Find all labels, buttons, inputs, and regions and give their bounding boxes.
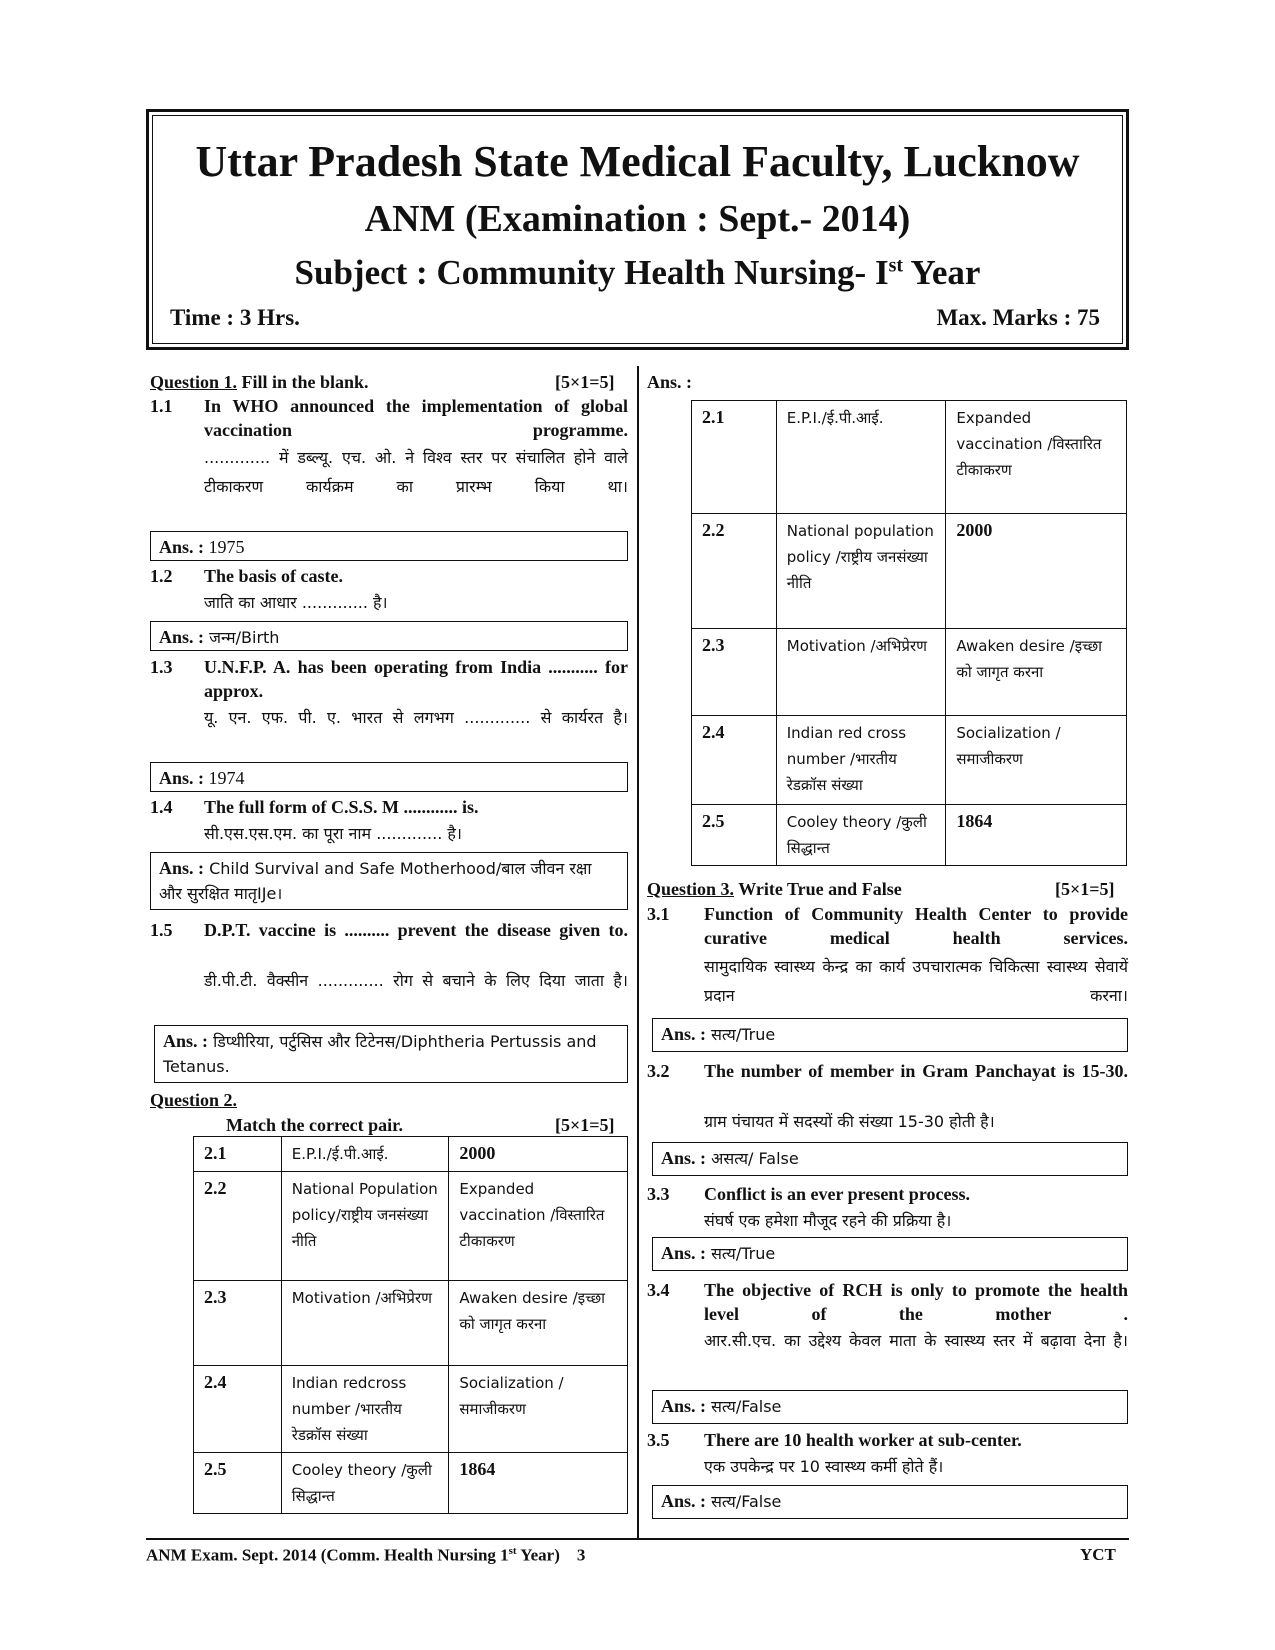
table-cell: 2.4 — [692, 716, 777, 805]
subject-title: Subject : Community Health Nursing- Ist Year — [294, 253, 981, 292]
question-text: Conflict is an ever present process. — [704, 1184, 970, 1204]
table-row — [194, 1366, 628, 1453]
question-number: 3.4 — [647, 1280, 670, 1300]
question-number: 3.1 — [647, 904, 670, 924]
question-text-hindi: ग्राम पंचायत में सदस्यों की संख्या 15-30 होती है। — [704, 1112, 995, 1131]
table-cell: Indian red cross number /भारतीय रेडक्रॉस संख्या — [776, 716, 946, 805]
footer-rule — [146, 1538, 1129, 1540]
question-text-hindi: संघर्ष एक हमेशा मौजूद रहने की प्रक्रिया है। — [704, 1211, 952, 1230]
q2-subtitle: Match the correct pair. — [226, 1115, 403, 1135]
table-row — [692, 401, 1127, 514]
table-cell: Socialization /समाजीकरण — [946, 716, 1127, 805]
publisher-mark: YCT — [1080, 1545, 1116, 1564]
answer-box: Ans. : सत्य/True — [652, 1018, 1128, 1052]
q2-marks: [5×1=5] — [555, 1115, 615, 1135]
table-cell: National population policy /राष्ट्रीय जनसंख्या नीति — [776, 514, 946, 629]
question-text: The number of member in Gram Panchayat is 15-30. — [704, 1061, 1128, 1081]
question-text: The basis of caste. — [204, 566, 343, 586]
answer-box: Ans. : असत्य/ False — [652, 1142, 1128, 1176]
q1-marks: [5×1=5] — [555, 372, 615, 392]
footer-text: ANM Exam. Sept. 2014 (Comm. Health Nursing 1st Year) 3 — [146, 1545, 586, 1565]
question-number: 1.2 — [150, 566, 173, 586]
question-number: 3.2 — [647, 1061, 670, 1081]
answer-box: Ans. : सत्य/False — [652, 1390, 1128, 1424]
question-text: The full form of C.S.S. M ............ is. — [204, 797, 479, 817]
table-cell: 2.1 — [194, 1137, 282, 1172]
table-cell: Motivation /अभिप्रेरण — [281, 1281, 449, 1366]
table-row — [194, 1453, 628, 1514]
q2-heading: Question 2. — [150, 1090, 238, 1110]
question-number: 3.3 — [647, 1184, 670, 1204]
table-cell: 2000 — [449, 1137, 628, 1172]
table-cell: Expanded vaccination /विस्तारित टीकाकरण — [449, 1172, 628, 1281]
page-title: Uttar Pradesh State Medical Faculty, Lucknow — [195, 137, 1080, 186]
answer-box: Ans. : जन्म/Birth — [150, 621, 628, 651]
table-cell: 2.2 — [692, 514, 777, 629]
table-row — [194, 1137, 628, 1172]
table-cell: 2.5 — [692, 805, 777, 866]
table-cell: 1864 — [946, 805, 1127, 866]
exam-time: Time : 3 Hrs. — [170, 305, 300, 330]
table-row — [692, 629, 1127, 716]
table-cell: Socialization /समाजीकरण — [449, 1366, 628, 1453]
question-text-hindi: आर.सी.एच. का उद्देश्य केवल माता के स्वास्थ्य स्तर में बढ़ावा देना है। — [704, 1331, 1128, 1350]
question-text-hindi: सामुदायिक स्वास्थ्य केन्द्र का कार्य उपचारात्मक चिकित्सा स्वास्थ्य सेवायें प्रदान करना। — [704, 957, 1128, 1005]
question-text-hindi: जाति का आधार ............. है। — [204, 593, 388, 612]
table-row — [692, 716, 1127, 805]
table-cell: Awaken desire /इच्छा को जागृत करना — [449, 1281, 628, 1366]
table-cell: 2.3 — [692, 629, 777, 716]
question-number: 1.3 — [150, 657, 173, 677]
table-cell: Cooley theory /कुली सिद्धान्त — [281, 1453, 449, 1514]
question-text-hindi: एक उपकेन्द्र पर 10 स्वास्थ्य कर्मी होते हैं। — [704, 1457, 944, 1476]
answer-box: Ans. : सत्य/True — [652, 1237, 1128, 1271]
page-number: 3 — [576, 1545, 586, 1565]
table-cell: E.P.I./ई.पी.आई. — [281, 1137, 449, 1172]
question-text: Function of Community Health Center to provide curative medical health services. — [704, 904, 1128, 948]
answer-box: Ans. : 1975 — [150, 531, 628, 561]
table-row — [692, 805, 1127, 866]
match-answer-table — [691, 400, 1127, 866]
question-number: 1.4 — [150, 797, 173, 817]
table-cell: Awaken desire /इच्छा को जागृत करना — [946, 629, 1127, 716]
table-cell: 2.5 — [194, 1453, 282, 1514]
q3-heading: Question 3. Write True and False — [647, 879, 902, 899]
match-table — [193, 1136, 628, 1514]
question-number: 1.1 — [150, 396, 173, 416]
question-text-hindi: यू. एन. एफ. पी. ए. भारत से लगभग ............. से कार्यरत है। — [204, 708, 628, 727]
table-cell: Indian redcross number /भारतीय रेडक्रॉस संख्या — [281, 1366, 449, 1453]
exam-title: ANM (Examination : Sept.- 2014) — [364, 198, 911, 240]
q1-heading: Question 1. Fill in the blank. — [150, 372, 369, 392]
answer-box: Ans. : सत्य/False — [652, 1485, 1128, 1519]
table-row — [194, 1281, 628, 1366]
table-cell: National Population policy/राष्ट्रीय जनसंख्या नीति — [281, 1172, 449, 1281]
table-cell: Cooley theory /कुली सिद्धान्त — [776, 805, 946, 866]
question-text: In WHO announced the implementation of global vaccination programme. — [204, 396, 628, 440]
table-cell: 2.4 — [194, 1366, 282, 1453]
table-row — [194, 1172, 628, 1281]
answer-box: Ans. : डिप्थीरिया, पर्टुसिस और टिटेनस/Diphtheria Pertussis and Tetanus. — [154, 1025, 628, 1083]
table-cell: 2.2 — [194, 1172, 282, 1281]
table-cell: 2.3 — [194, 1281, 282, 1366]
question-number: 1.5 — [150, 920, 173, 940]
column-divider — [637, 366, 639, 1538]
table-row — [692, 514, 1127, 629]
max-marks: Max. Marks : 75 — [936, 305, 1100, 330]
question-number: 3.5 — [647, 1430, 670, 1450]
question-text-hindi: सी.एस.एस.एम. का पूरा नाम ............. है। — [204, 824, 462, 843]
table-cell: E.P.I./ई.पी.आई. — [776, 401, 946, 514]
question-text: U.N.F.P. A. has been operating from India ........... for approx. — [204, 657, 628, 701]
q2-answer-label: Ans. : — [647, 372, 693, 392]
table-cell: 2000 — [946, 514, 1127, 629]
question-text-hindi: ............. में डब्ल्यू. एच. ओ. ने विश्व स्तर पर संचालित होने वाले टीकाकरण कार्यक्रम का प्रारम्भ किया था। — [204, 448, 628, 496]
question-text-hindi: डी.पी.टी. वैक्सीन ............. रोग से बचाने के लिए दिया जाता है। — [204, 971, 628, 990]
question-text: The objective of RCH is only to promote the health level of the mother . — [704, 1280, 1128, 1324]
question-text: There are 10 health worker at sub-center. — [704, 1430, 1022, 1450]
table-cell: 1864 — [449, 1453, 628, 1514]
table-cell: Motivation /अभिप्रेरण — [776, 629, 946, 716]
table-cell: 2.1 — [692, 401, 777, 514]
table-cell: Expanded vaccination /विस्तारित टीकाकरण — [946, 401, 1127, 514]
q3-marks: [5×1=5] — [1055, 879, 1115, 899]
answer-box: Ans. : 1974 — [150, 762, 628, 792]
question-text: D.P.T. vaccine is .......... prevent the disease given to. — [204, 920, 628, 940]
answer-box: Ans. : Child Survival and Safe Motherhood/बाल जीवन रक्षा और सुरक्षित मातृIJe। — [150, 852, 628, 910]
